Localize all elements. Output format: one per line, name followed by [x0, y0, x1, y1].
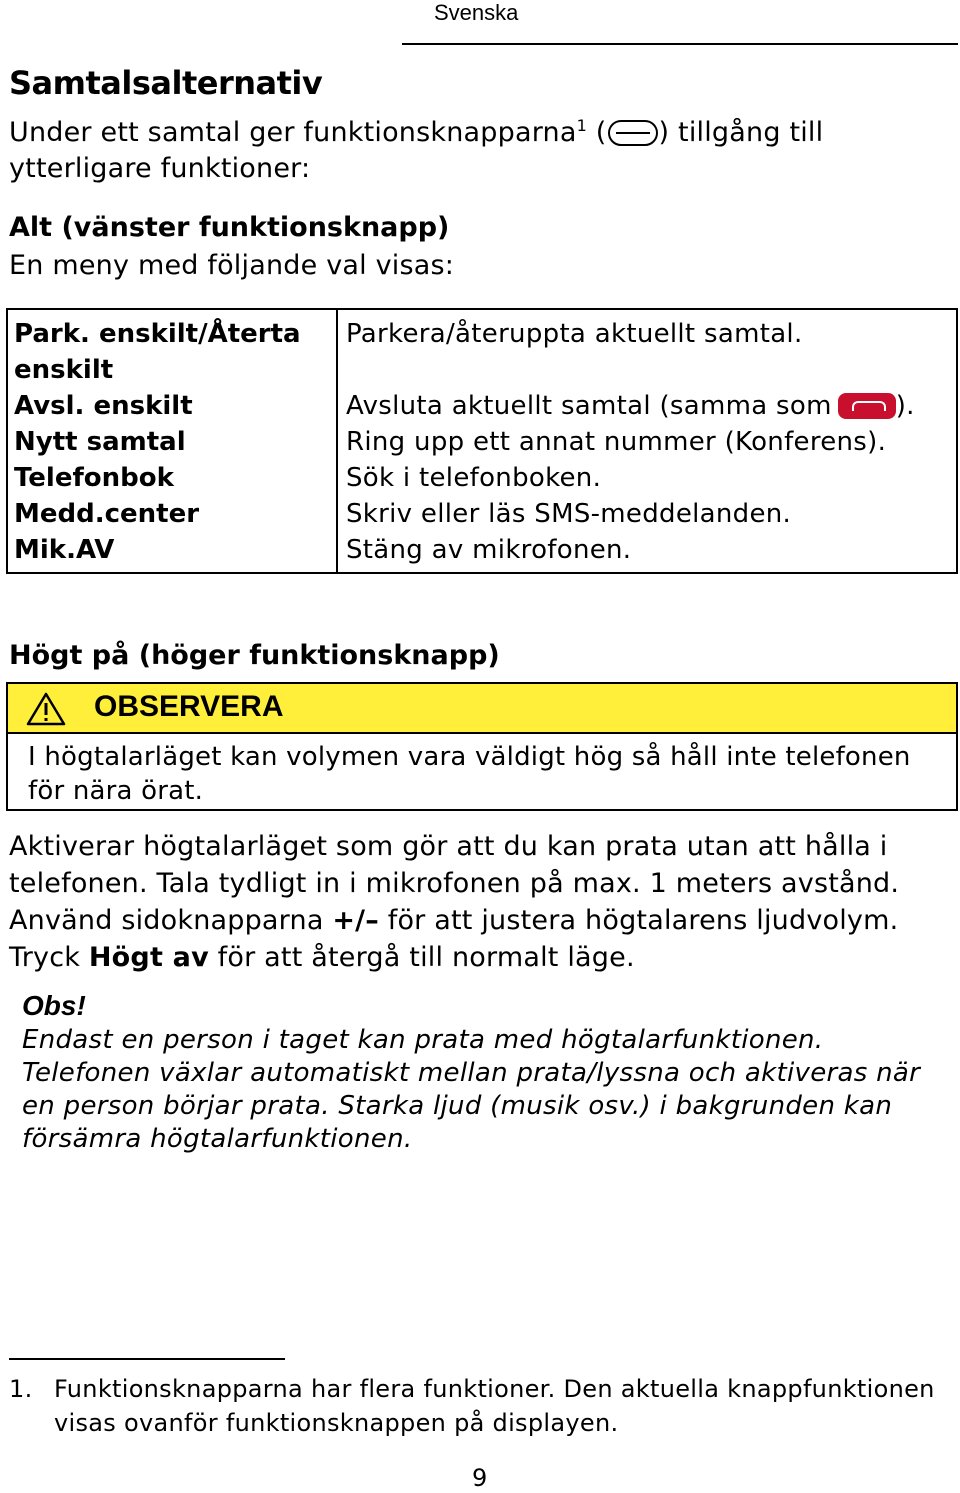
table-row: [7, 424, 957, 460]
table-row: [7, 388, 957, 424]
menu-options-table: [6, 308, 958, 574]
loud-heading: Högt på (höger funktionsknapp): [9, 640, 500, 671]
option-description: Skriv eller läs SMS-meddelanden.: [346, 499, 792, 529]
loud-desc-part-2: för att justera högtalarens ljudvolym. Tryck: [9, 905, 899, 973]
option-label: Avsl. enskilt: [7, 388, 337, 424]
option-description-text: Avsluta aktuellt samtal (samma som: [346, 391, 832, 421]
footnote-number: 1.: [9, 1375, 33, 1403]
intro-open: (: [586, 117, 607, 148]
table-row: [7, 532, 957, 573]
footnote-text: Funktionsknapparna har flera funktioner. Den aktuella knappfunktionen visas ovanför funktionsknappen på displayen.: [54, 1375, 935, 1437]
option-label: Nytt samtal: [7, 424, 337, 460]
alt-heading: Alt (vänster funktionsknapp): [9, 212, 450, 243]
loud-off-label: Högt av: [88, 942, 209, 973]
warning-header: [8, 684, 956, 734]
warning-box: [6, 682, 958, 811]
warning-title: OBSERVERA: [94, 690, 284, 723]
note-text: Endast en person i taget kan prata med högtalarfunktionen. Telefonen växlar automatiskt mellan prata/lyssna och aktiveras när en person börjar prata. Starka ljud (musik osv.) i bakgrunden kan försämra högtalarfunktionen.: [22, 1025, 921, 1154]
option-label: Park. enskilt/Återta enskilt: [7, 309, 337, 388]
option-description: Parkera/återuppta aktuellt samtal.: [346, 319, 803, 349]
loud-description: [9, 828, 959, 976]
footnote-rule: [9, 1358, 285, 1360]
section-title: Samtalsalternativ: [9, 64, 323, 102]
intro-text: Under ett samtal ger funktionsknapparna: [9, 117, 577, 148]
loud-desc-part-1: Aktiverar högtalarläget som gör att du kan prata utan att hålla i telefonen. Tala tydligt in i mikrofonen på max. 1 meters avstånd. Använd sidoknapparna: [9, 831, 900, 936]
option-description: Sök i telefonboken.: [346, 463, 602, 493]
table-row: [7, 309, 957, 388]
option-description: Stäng av mikrofonen.: [346, 535, 632, 565]
language-label: Svenska: [434, 0, 519, 25]
header-rule: [402, 43, 958, 45]
option-description: [337, 388, 957, 424]
option-label: Telefonbok: [7, 460, 337, 496]
loud-desc-part-3: för att återgå till normalt läge.: [208, 942, 635, 973]
footnote-ref: 1: [576, 116, 587, 135]
intro-paragraph: [9, 108, 954, 187]
option-description-end: ).: [895, 391, 915, 421]
end-call-icon: [838, 393, 896, 419]
warning-triangle-icon: [26, 692, 66, 731]
table-row: [7, 460, 957, 496]
option-label: Medd.center: [7, 496, 337, 532]
softkey-icon: [608, 120, 658, 146]
option-description: Ring upp ett annat nummer (Konferens).: [346, 427, 887, 457]
note-title: Obs!: [22, 990, 86, 1021]
page-number: 9: [472, 1464, 488, 1492]
intro-text-end: ) tillgång till ytterligare funktioner:: [9, 117, 824, 184]
volume-keys-label: +/–: [332, 905, 379, 936]
alt-description: En meny med följande val visas:: [9, 250, 455, 281]
table-row: [7, 496, 957, 532]
option-label: Mik.AV: [7, 532, 337, 573]
warning-text: I högtalarläget kan volymen vara väldigt hög så håll inte telefonen för nära örat.: [28, 742, 911, 806]
footnote: [9, 1372, 959, 1440]
